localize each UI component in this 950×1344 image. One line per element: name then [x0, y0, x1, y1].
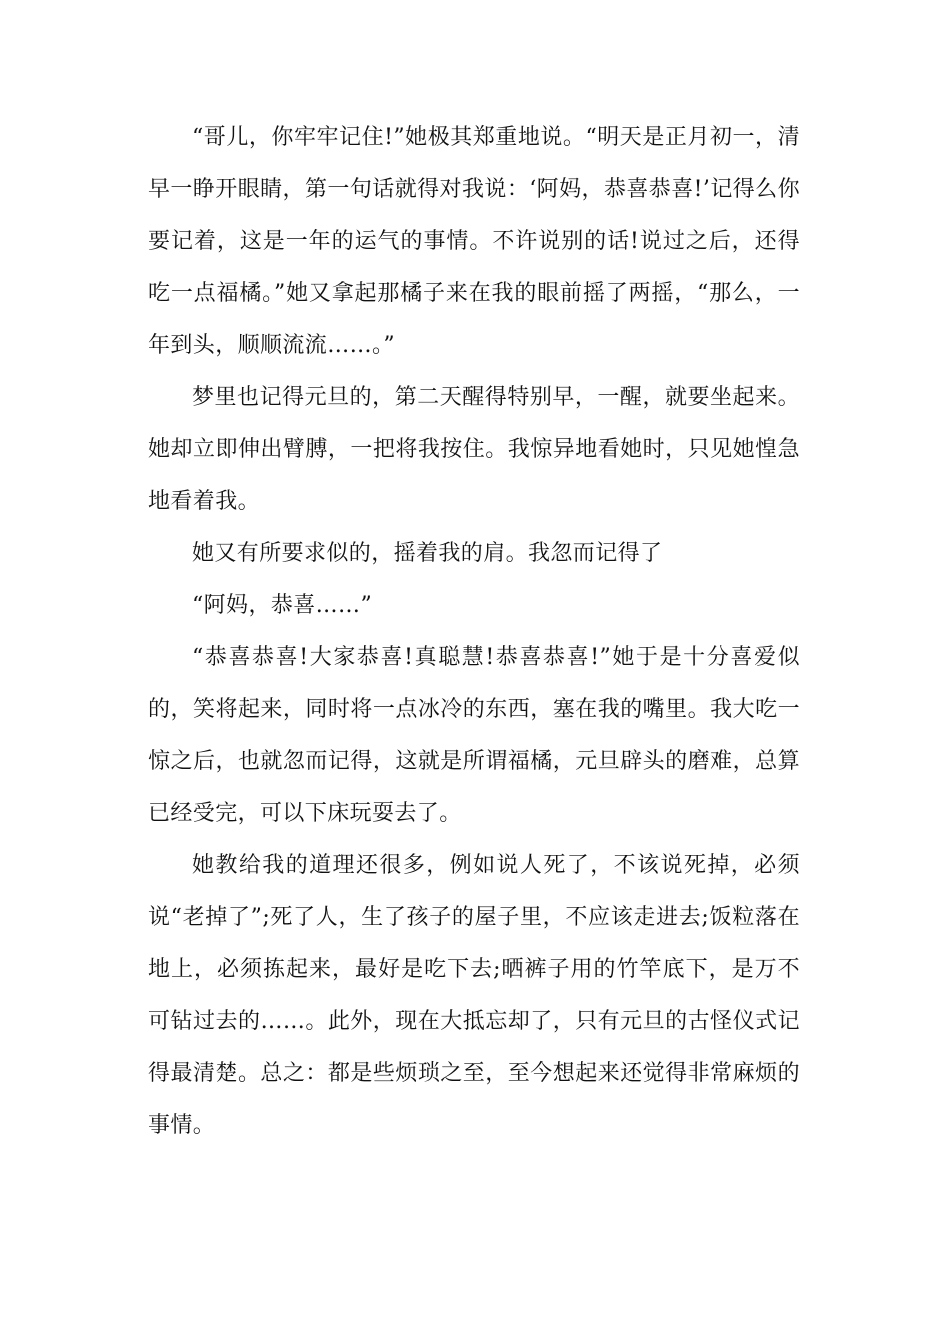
paragraph-6: 她教给我的道理还很多，例如说人死了，不该说死掉，必须说“老掉了”;死了人，生了孩子的屋子里，不应该走进去;饭粒落在地上，必须拣起来，最好是吃下去;晒裤子用的竹竿底下，是万不可钻过去的……。此外，现在大抵忘却了，只有元旦的古怪仪式记得最清楚。总之：都是些烦琐之至，至今想起来还觉得非常麻烦的事情。	[148, 853, 800, 1138]
paragraph-2: 梦里也记得元旦的，第二天醒得特别早，一醒，就要坐起来。她却立即伸出臂膊，一把将我按住。我惊异地看她时，只见她惶急地看着我。	[148, 385, 800, 514]
paragraph-4: “阿妈，恭喜……”	[192, 593, 373, 618]
paragraph-3: 她又有所要求似的，摇着我的肩。我忽而记得了	[192, 541, 663, 566]
document-page	[148, 112, 800, 1152]
paragraph-1: “哥儿，你牢牢记住!”她极其郑重地说。“明天是正月初一，清早一睁开眼睛，第一句话就得对我说：‘阿妈，恭喜恭喜!’记得么你要记着，这是一年的运气的事情。不许说别的话!说过之后，还得吃一点福橘。”她又拿起那橘子来在我的眼前摇了两摇，“那么，一年到头，顺顺流流……。”	[148, 125, 800, 358]
paragraph-5: “恭喜恭喜!大家恭喜!真聪慧!恭喜恭喜!”她于是十分喜爱似的，笑将起来，同时将一点冰冷的东西，塞在我的嘴里。我大吃一惊之后，也就忽而记得，这就是所谓福橘，元旦辟头的磨难，总算已经受完，可以下床玩耍去了。	[148, 645, 800, 826]
